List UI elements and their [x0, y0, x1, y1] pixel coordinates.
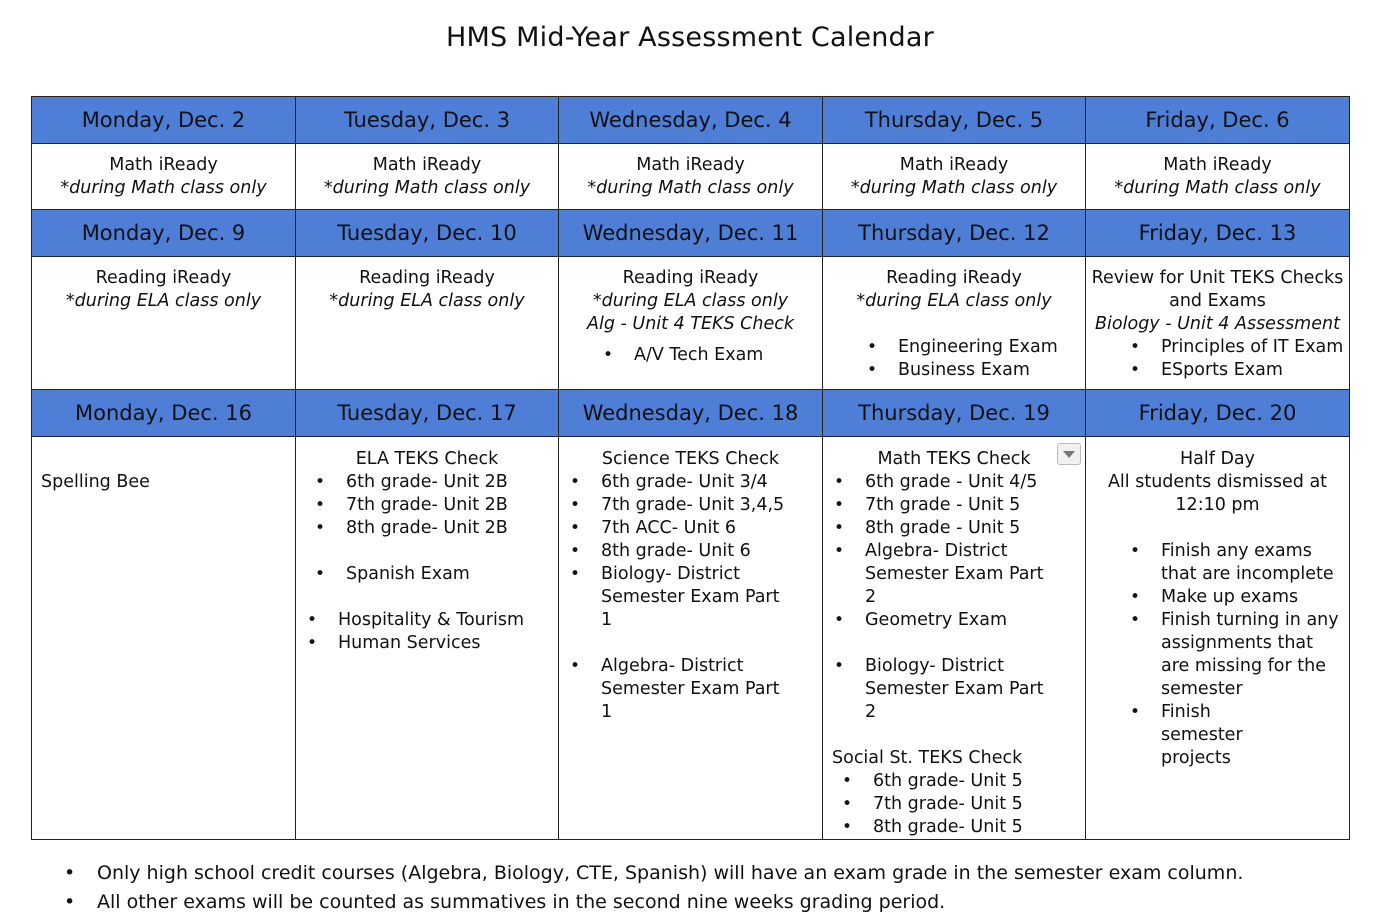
day-cell — [1086, 437, 1350, 840]
social-studies-teks-title: Social St. TEKS Check — [832, 748, 1023, 768]
bullet-list — [296, 563, 558, 586]
dismissal-note: All students dismissed at 12:10 pm — [1107, 472, 1328, 515]
list-item: • 7th ACC- Unit 6 — [601, 517, 812, 540]
activity-note: *during ELA class only — [856, 291, 1052, 311]
day-cell — [32, 437, 296, 840]
bullet-list — [1086, 336, 1349, 382]
activity-note: *during ELA class only — [65, 291, 262, 311]
day-header: Wednesday, Dec. 4 — [559, 97, 823, 144]
list-item: • 8th grade- Unit 6 — [601, 540, 812, 563]
day-header: Monday, Dec. 16 — [32, 390, 296, 437]
day-cell — [559, 257, 823, 390]
list-item: • 6th grade- Unit 2B — [346, 471, 558, 494]
day-header: Thursday, Dec. 19 — [823, 390, 1086, 437]
activity: Reading iReady — [95, 268, 232, 288]
day-header: Monday, Dec. 9 — [32, 210, 296, 257]
bullet-list — [296, 471, 558, 540]
list-item: • Business Exam — [898, 359, 1085, 382]
list-item: • Algebra- District Semester Exam Part 1 — [601, 655, 791, 724]
list-item: • Engineering Exam — [898, 336, 1085, 359]
footnote: • Only high school credit courses (Algebra, Biology, CTE, Spanish) will have an exam grade in the semester exam column. — [97, 859, 1243, 888]
review-line: Review for Unit TEKS Checks — [1091, 268, 1344, 288]
list-item: • 6th grade- Unit 3/4 — [601, 471, 812, 494]
activity-note: *during Math class only — [323, 178, 531, 198]
list-item: • Principles of IT Exam — [1161, 336, 1349, 359]
list-item: • Biology- District Semester Exam Part 2 — [865, 655, 1055, 724]
bullet-list — [823, 471, 1085, 632]
page-title: HMS Mid-Year Assessment Calendar — [446, 22, 934, 53]
bullet-list — [823, 770, 1085, 839]
science-teks-title: Science TEKS Check — [601, 449, 780, 469]
footnote: • All other exams will be counted as summatives in the second nine weeks grading period. — [97, 888, 1243, 917]
day-cell — [559, 437, 823, 840]
week1-content-row — [32, 144, 1350, 210]
week1-header-row — [32, 97, 1350, 144]
dropdown-toggle-icon[interactable] — [1057, 443, 1081, 465]
bullet-list — [823, 655, 1085, 724]
list-item: • Finish semester projects — [1161, 701, 1291, 770]
day-cell — [296, 144, 559, 210]
footnotes — [97, 859, 1243, 917]
activity-note: *during Math class only — [587, 178, 794, 198]
day-cell — [559, 144, 823, 210]
biology-assessment: Biology - Unit 4 Assessment — [1095, 314, 1340, 334]
half-day-title: Half Day — [1179, 449, 1256, 469]
day-cell — [823, 257, 1086, 390]
list-item: • Hospitality & Tourism — [338, 609, 558, 632]
week3-content-row — [32, 437, 1350, 840]
list-item: • 6th grade- Unit 5 — [873, 770, 1085, 793]
activity: Math iReady — [1163, 155, 1272, 175]
alg-teks-check: Alg - Unit 4 TEKS Check — [587, 314, 794, 334]
day-header: Tuesday, Dec. 10 — [296, 210, 559, 257]
day-cell — [32, 257, 296, 390]
day-header: Tuesday, Dec. 17 — [296, 390, 559, 437]
day-cell — [296, 437, 559, 840]
bullet-list — [559, 344, 822, 367]
list-item: • 7th grade- Unit 3,4,5 — [601, 494, 812, 517]
week2-header-row — [32, 210, 1350, 257]
day-cell — [1086, 144, 1350, 210]
day-header: Friday, Dec. 13 — [1086, 210, 1350, 257]
list-item: • Finish any exams that are incomplete — [1161, 540, 1339, 586]
list-item: • 8th grade- Unit 2B — [346, 517, 558, 540]
bullet-list — [823, 336, 1085, 382]
list-item: • ESports Exam — [1161, 359, 1349, 382]
ela-teks-title: ELA TEKS Check — [355, 449, 499, 469]
day-header: Thursday, Dec. 5 — [823, 97, 1086, 144]
list-item: • Biology- District Semester Exam Part 1 — [601, 563, 791, 632]
day-header: Friday, Dec. 20 — [1086, 390, 1350, 437]
activity-note: *during ELA class only — [329, 291, 525, 311]
week3-header-row — [32, 390, 1350, 437]
day-cell — [296, 257, 559, 390]
math-teks-title: Math TEKS Check — [877, 449, 1031, 469]
list-item: • 8th grade- Unit 5 — [873, 816, 1085, 839]
day-header: Thursday, Dec. 12 — [823, 210, 1086, 257]
day-cell — [823, 144, 1086, 210]
day-header: Tuesday, Dec. 3 — [296, 97, 559, 144]
list-item: • Make up exams — [1161, 586, 1339, 609]
day-cell — [823, 437, 1086, 840]
list-item: • 7th grade - Unit 5 — [865, 494, 1075, 517]
list-item: • 7th grade- Unit 5 — [873, 793, 1085, 816]
activity: Reading iReady — [886, 268, 1022, 288]
day-cell — [1086, 257, 1350, 390]
list-item: • Spanish Exam — [346, 563, 558, 586]
list-item: • Human Services — [338, 632, 558, 655]
day-header: Monday, Dec. 2 — [32, 97, 296, 144]
day-header: Friday, Dec. 6 — [1086, 97, 1350, 144]
activity: Math iReady — [109, 155, 218, 175]
bullet-list — [559, 655, 822, 724]
activity-note: *during Math class only — [850, 178, 1058, 198]
activity: Reading iReady — [359, 268, 495, 288]
activity: Math iReady — [899, 155, 1009, 175]
bullet-list — [296, 609, 558, 655]
activity: Math iReady — [372, 155, 482, 175]
week2-content-row — [32, 257, 1350, 390]
spelling-bee: Spelling Bee — [41, 472, 150, 492]
day-header: Wednesday, Dec. 18 — [559, 390, 823, 437]
list-item: • 8th grade - Unit 5 — [865, 517, 1075, 540]
bullet-list — [559, 471, 822, 632]
list-item: • Algebra- District Semester Exam Part 2 — [865, 540, 1055, 609]
assessment-calendar — [31, 96, 1350, 840]
list-item: • Geometry Exam — [865, 609, 1075, 632]
day-header: Wednesday, Dec. 11 — [559, 210, 823, 257]
activity-note: *during Math class only — [1114, 178, 1321, 198]
review-line: and Exams — [1169, 291, 1266, 311]
day-cell — [32, 144, 296, 210]
activity-note: *during Math class only — [60, 178, 267, 198]
list-item: • A/V Tech Exam — [634, 344, 822, 367]
bullet-list — [1086, 540, 1349, 770]
list-item: • 6th grade - Unit 4/5 — [865, 471, 1075, 494]
activity-note: *during ELA class only — [592, 291, 789, 311]
activity: Reading iReady — [622, 268, 759, 288]
activity: Math iReady — [636, 155, 745, 175]
list-item: • Finish turning in any assignments that are missing for the semester — [1161, 609, 1339, 701]
list-item: • 7th grade- Unit 2B — [346, 494, 558, 517]
